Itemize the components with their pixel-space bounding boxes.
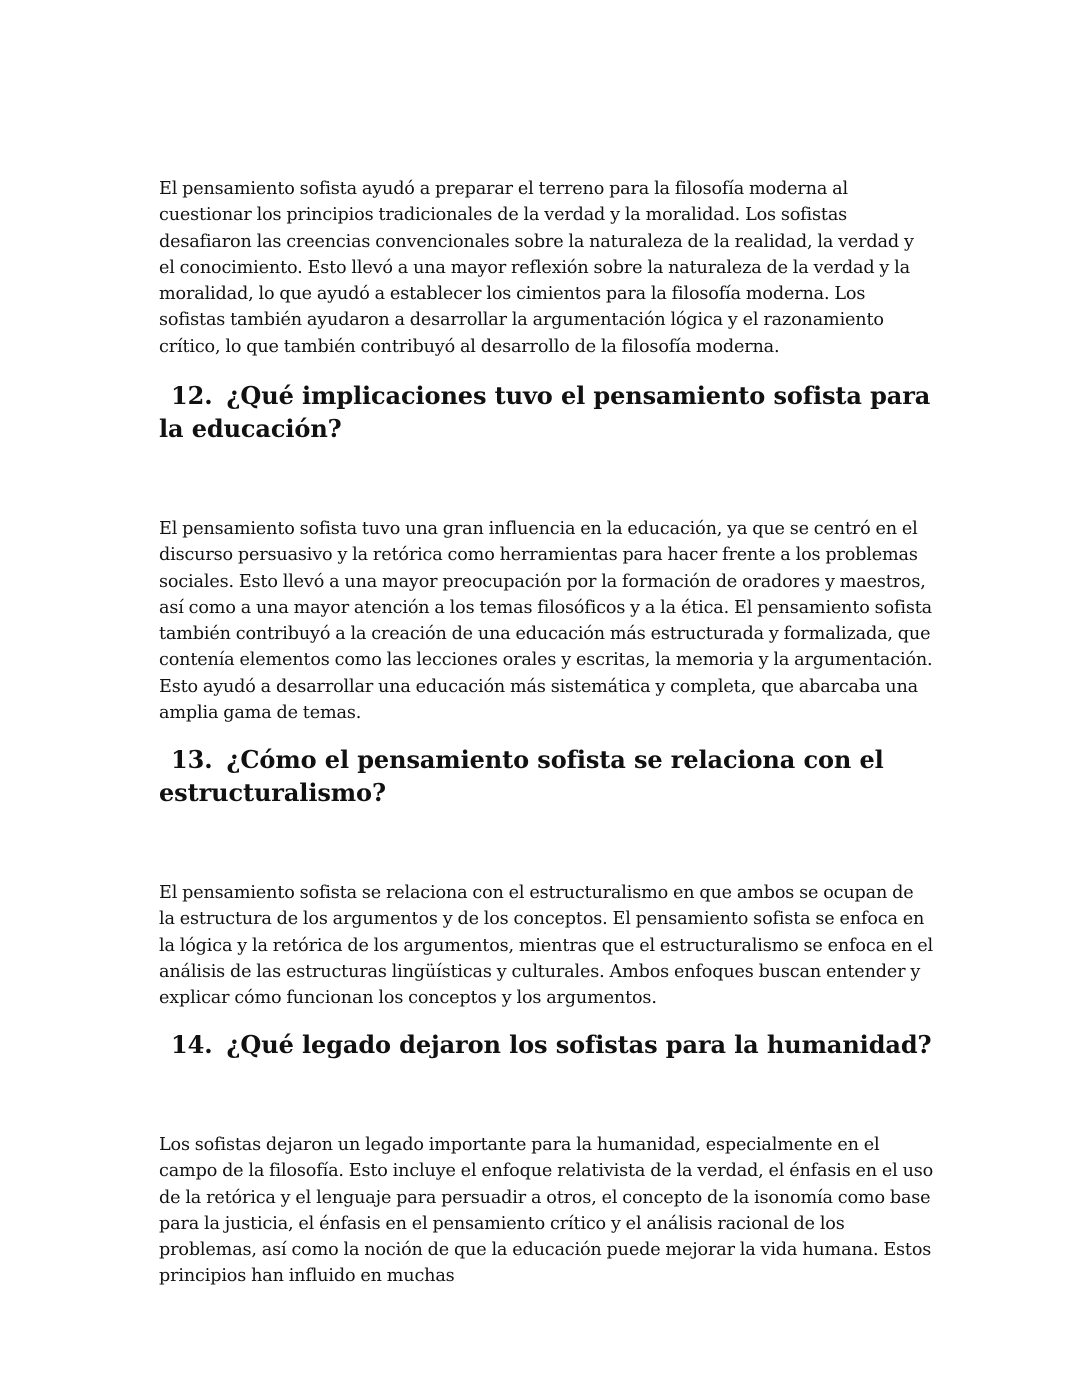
section-number: 12. [171,381,213,410]
section-12-answer [159,516,934,726]
section-12 [159,379,934,445]
section-heading [159,379,934,445]
section-14 [159,1028,934,1061]
section-answer: El pensamiento sofista se relaciona con el estructuralismo en que ambos se ocupan de la estructura de los argumentos y de los conceptos. El pensamiento sofista se enfoca en la lógica y la retórica de los argumentos, mientras que el estructuralismo se enfoca en el análisis de las estructuras lingüísticas y culturales. Ambos enfoques buscan entender y explicar cómo funcionan los conceptos y los argumentos. [159,883,933,1009]
section-number: 13. [171,745,213,774]
section-14-answer [159,1132,934,1290]
section-answer: El pensamiento sofista tuvo una gran influencia en la educación, ya que se centró en el discurso persuasivo y la retórica como herramientas para hacer frente a los problemas sociales. Esto llevó a una mayor preocupación por la formación de oradores y maestros, así como a una mayor atención a los temas filosóficos y a la ética. El pensamiento sofista también contribuyó a la creación de una educación más estructurada y formalizada, que contenía elementos como las lecciones orales y escritas, la memoria y la argumentación. Esto ayudó a desarrollar una educación más sistemática y completa, que abarcaba una amplia gama de temas. [159,519,933,724]
intro-paragraph: El pensamiento sofista ayudó a preparar el terreno para la filosofía moderna al cuestionar los principios tradicionales de la verdad y la moralidad. Los sofistas desafiaron las creencias convencionales sobre la naturaleza de la realidad, la verdad y el conocimiento. Esto llevó a una mayor reflexión sobre la naturaleza de la verdad y la moralidad, lo que ayudó a establecer los cimientos para la filosofía moderna. Los sofistas también ayudaron a desarrollar la argumentación lógica y el razonamiento crítico, lo que también contribuyó al desarrollo de la filosofía moderna. [159,179,914,357]
intro-section [159,176,934,360]
section-13-answer [159,880,934,1011]
section-heading [159,743,934,809]
section-13 [159,743,934,809]
section-question: ¿Qué implicaciones tuvo el pensamiento sofista para la educación? [159,381,931,443]
section-answer: Los sofistas dejaron un legado importante para la humanidad, especialmente en el campo de la filosofía. Esto incluye el enfoque relativista de la verdad, el énfasis en el uso de la retórica y el lenguaje para persuadir a otros, el concepto de la isonomía como base para la justicia, el énfasis en el pensamiento crítico y el análisis racional de los problemas, así como la noción de que la educación puede mejorar la vida humana. Estos principios han influido en muchas [159,1135,934,1287]
section-heading [159,1028,934,1061]
section-question: ¿Cómo el pensamiento sofista se relaciona con el estructuralismo? [159,745,884,807]
section-question: ¿Qué legado dejaron los sofistas para la humanidad? [226,1030,932,1059]
section-number: 14. [171,1030,213,1059]
